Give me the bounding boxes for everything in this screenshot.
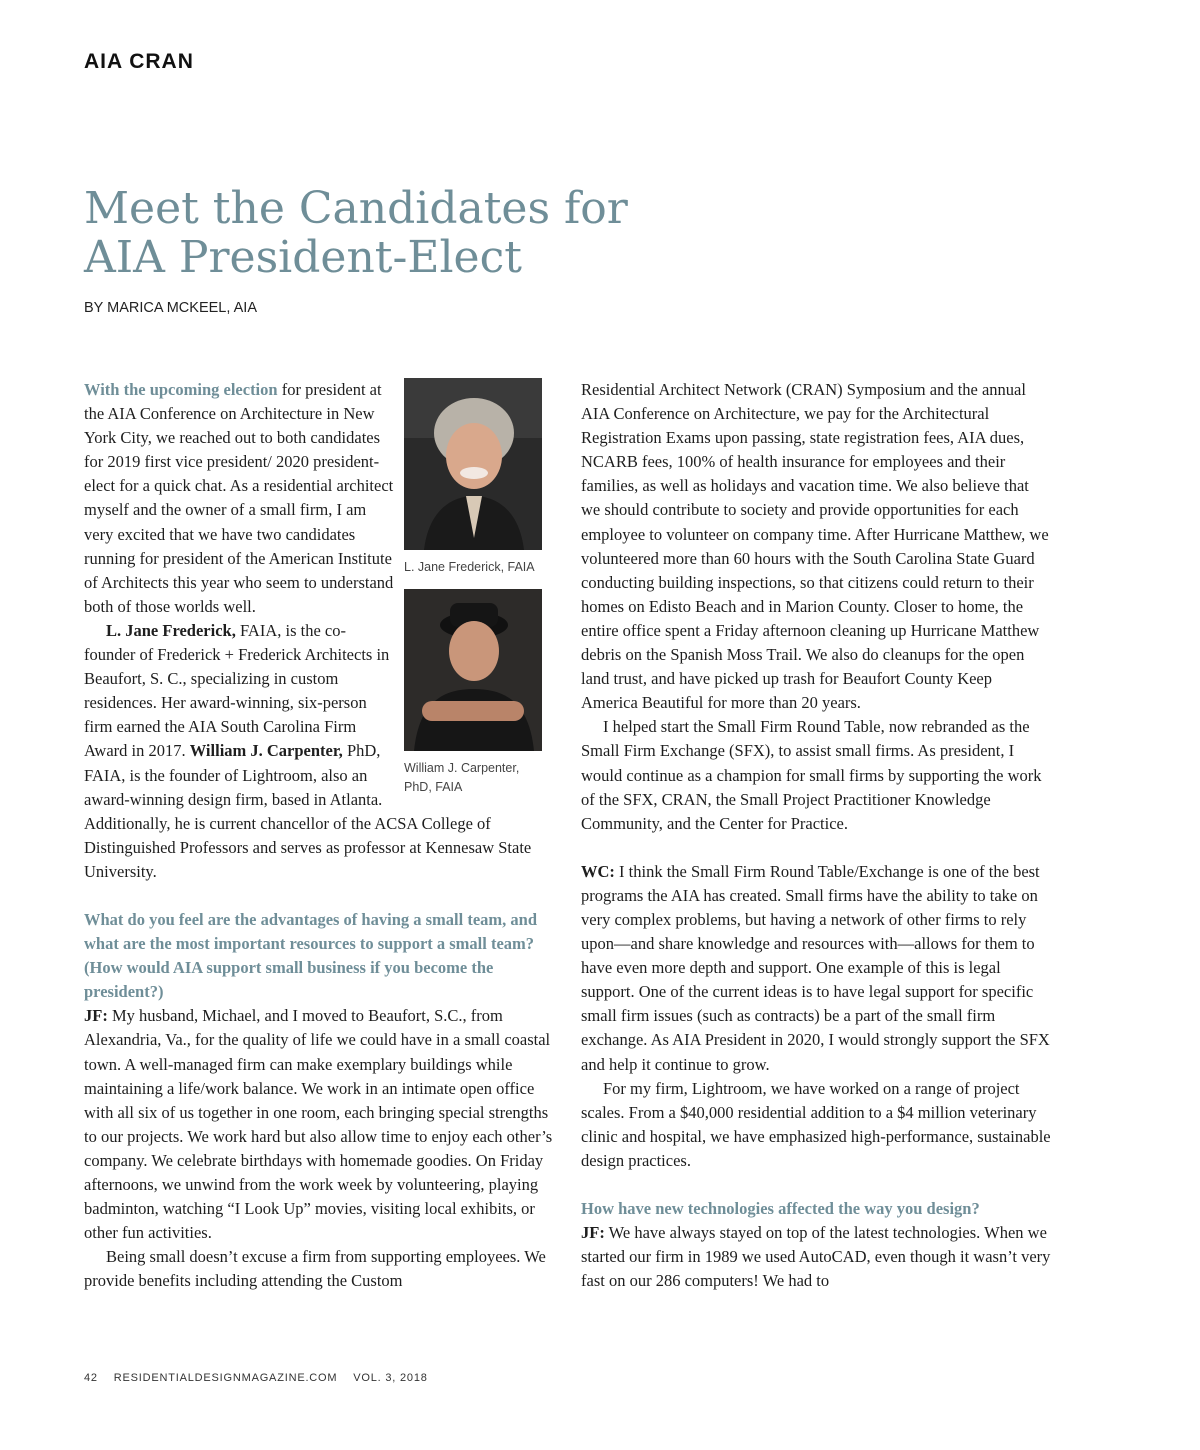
section-label: AIA CRAN (84, 50, 194, 73)
jane-frederick-photo (404, 378, 542, 550)
article-title (84, 184, 784, 282)
right-column (581, 378, 1051, 1293)
william-carpenter-photo (404, 589, 542, 751)
jf-label-2: JF: (581, 1223, 605, 1243)
jf-answer-2 (581, 1221, 1051, 1293)
question-2: How have new technologies affected the way you design? (581, 1199, 980, 1218)
title-line-1: Meet the Candidates for (84, 183, 628, 234)
william-photo-caption: William J. Carpenter, PhD, FAIA (404, 761, 520, 794)
jf-answer-1 (84, 1004, 554, 1245)
title-line-2: AIA President-Elect (84, 232, 522, 283)
byline: BY MARICA MCKEEL, AIA (84, 300, 257, 316)
footer-volume: VOL. 3, 2018 (353, 1372, 428, 1384)
benefits-paragraph: Residential Architect Network (CRAN) Symposium and the annual AIA Conference on Architecture, we pay for the Architectural Registration Exams upon passing, state registration fees, AIA dues, NCARB fees, 100% of health insurance for employees and their families, as well as holidays and vacation time. We also believe that we should contribute to society and provide opportunities for each employee to volunteer on company time. After Hurricane Matthew, we volunteered more than 60 hours with the South Carolina State Guard conducting building inspections, so that citizens could return to their homes on Edisto Beach and in Marion County. Closer to home, the entire office spent a Friday afternoon cleaning up Hurricane Matthew debris on the Spanish Moss Trail. We also do cleanups for the open land trust, and have picked up trash for Beaufort County Keep America Beautiful for more than 20 years. (581, 380, 1049, 713)
intro-lead: With the upcoming election (84, 380, 278, 399)
intro-text: for president at the AIA Conference on Architecture in New York City, we reached out to both candidates for 2019 first vice president/ 2020 president-elect for a quick chat. As a residential architect myself and the owner of a small firm, I am very excited that we have two candidates running for president of the American Institute of Architects this year who seem to understand both of those worlds well. (84, 380, 394, 616)
wc-answer-1 (581, 860, 1051, 1077)
jf-answer-1-text: My husband, Michael, and I moved to Beaufort, S.C., from Alexandria, Va., for the quality of life we could have in a small coastal town. A well-managed firm can make exemplary buildings while maintaining a life/work balance. We work in an intimate open office with all six of us together in one room, each bringing special strengths to our projects. We work hard but also allow time to enjoy each other’s company. We celebrate birthdays with homemade goodies. On Friday afternoons, we unwind from the work week by volunteering, playing badminton, watching “I Look Up” movies, visiting local exhibits, or other fun activities. (84, 1006, 553, 1243)
sfx-paragraph: I helped start the Small Firm Round Table, now rebranded as the Small Firm Exchange (SFX), to assist small firms. As president, I would continue as a champion for small firms by supporting the work of the SFX, CRAN, the Small Project Practitioner Knowledge Community, and the Center for Practice. (581, 717, 1042, 833)
photo-stack (404, 378, 554, 809)
wc-answer-1-continued: For my firm, Lightroom, we have worked on a range of project scales. From a $40,000 residential addition to a $4 million veterinary clinic and hospital, we have emphasized high-performance, sustainable design practices. (581, 1078, 1051, 1170)
jf-label: JF: (84, 1006, 108, 1026)
page-number: 42 (84, 1372, 98, 1384)
jane-bio: FAIA, is the co-founder of Frederick + Frederick Architects in Beaufort, S. C., specializing in custom residences. Her award-winning, six-person firm earned the AIA South Carolina Firm Award in 2017. (84, 620, 390, 761)
jf-answer-1-continued: Being small doesn’t excuse a firm from supporting employees. We provide benefits including attending the Custom (84, 1247, 546, 1291)
wc-answer-1-text: I think the Small Firm Round Table/Exchange is one of the best programs the AIA has created. Small firms have the ability to take on very complex problems, but having a network of other firms to rely upon—and share knowledge and resources with—allows for them to have even more depth and support. One example of this is legal support. One of the current ideas is to have legal support for specific small firm issues (such as contracts) be a part of the small firm exchange. As AIA President in 2020, I would strongly support the SFX and help it continue to grow. (581, 861, 1050, 1074)
footer-site: RESIDENTIALDESIGNMAGAZINE.COM (113, 1372, 338, 1384)
question-1: What do you feel are the advantages of having a small team, and what are the most important resources to support a small team? (How would AIA support small business if you become the president?) (84, 909, 537, 1002)
william-name: William J. Carpenter, (189, 741, 343, 761)
page-footer (84, 1372, 440, 1384)
jane-photo-caption: L. Jane Frederick, FAIA (404, 560, 535, 574)
jf-answer-2-text: We have always stayed on top of the latest technologies. When we started our firm in 1989 we used AutoCAD, even though it wasn’t very fast on our 286 computers! We had to (581, 1223, 1051, 1291)
william-bio: PhD, FAIA, is the founder of Lightroom, also an award-winning design firm, based in Atlanta. Additionally, he is current chancellor of the ACSA College of Distinguished Professors and serves as professor at Kennesaw State University. (84, 741, 532, 881)
left-column (84, 378, 554, 1293)
wc-label: WC: (581, 861, 615, 881)
jane-name: L. Jane Frederick, (106, 620, 236, 640)
